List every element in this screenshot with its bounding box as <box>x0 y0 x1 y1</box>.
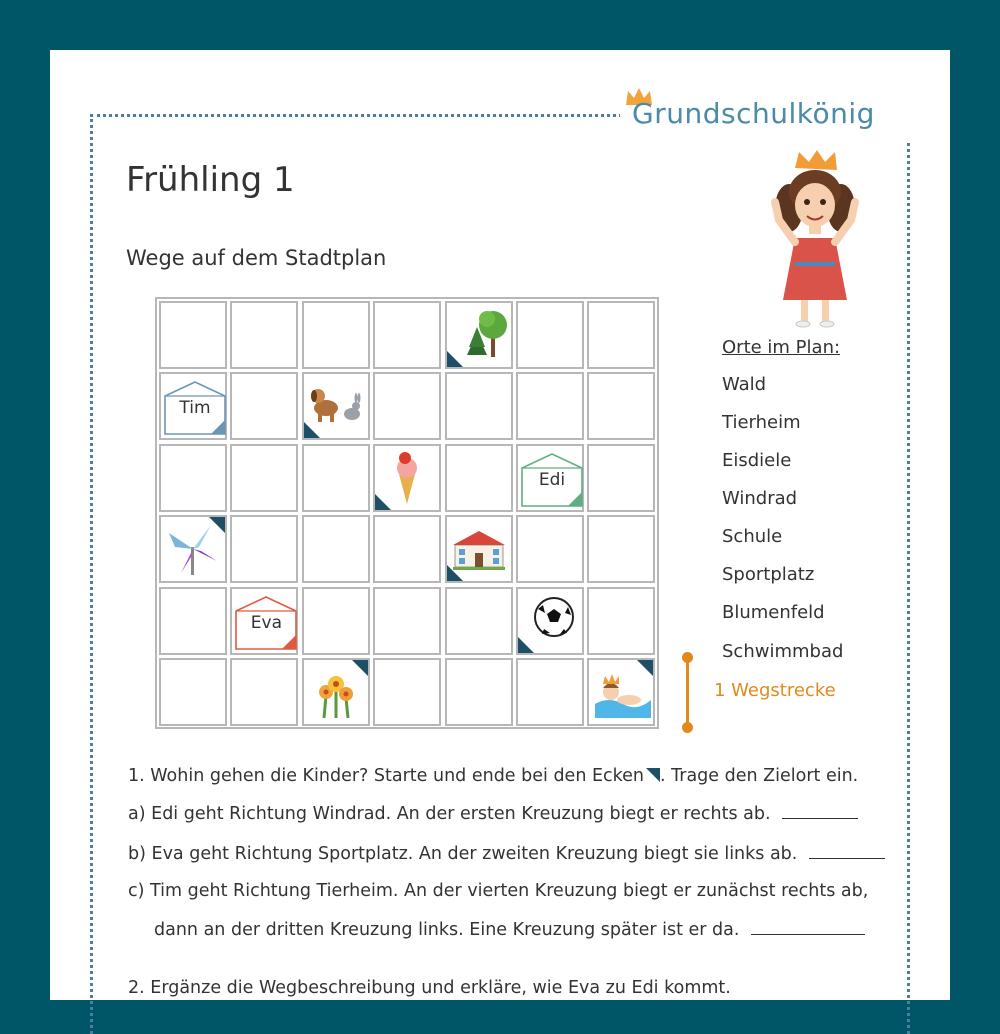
legend-item-wald: Wald <box>722 374 767 395</box>
map-cell <box>230 301 298 369</box>
map-cell <box>302 301 370 369</box>
house-edi <box>520 450 584 514</box>
page-subtitle: Wege auf dem Stadtplan <box>126 246 387 270</box>
map-cell <box>516 372 584 440</box>
map-cell <box>445 515 513 583</box>
start-corner-marker <box>518 637 534 653</box>
worksheet <box>50 50 950 1000</box>
task-c-text: Tim geht Richtung Tierheim. An der vierten Kreuzung biegt er zunächst rechts ab, <box>150 881 869 901</box>
task-a <box>128 804 858 824</box>
city-map-grid <box>155 297 659 729</box>
legend-item-schwimmbad: Schwimmbad <box>722 641 844 662</box>
map-cell <box>587 301 655 369</box>
map-cell <box>373 587 441 655</box>
map-cell <box>373 372 441 440</box>
house-owner-name: Tim <box>179 398 211 419</box>
map-cell <box>230 587 298 655</box>
map-cell <box>516 301 584 369</box>
task-2-text: Ergänze die Wegbeschreibung und erkläre, wie Eva zu Edi kommt. <box>150 978 731 998</box>
house-owner-name: Edi <box>538 469 566 490</box>
brand-logo <box>620 95 920 140</box>
legend-item-tierheim: Tierheim <box>722 412 801 433</box>
map-cell <box>302 444 370 512</box>
legend-heading: Orte im Plan: <box>722 337 841 358</box>
task-c-line2 <box>154 920 865 940</box>
task-b-text: Eva geht Richtung Sportplatz. An der zweiten Kreuzung biegt sie links ab. <box>151 844 798 864</box>
map-cell <box>373 444 441 512</box>
start-corner-marker <box>637 660 653 676</box>
house-owner-name: Eva <box>250 612 282 633</box>
task-2 <box>128 978 731 998</box>
task-1 <box>128 766 858 786</box>
map-cell <box>159 515 227 583</box>
map-cell <box>159 658 227 726</box>
map-cell <box>159 444 227 512</box>
task-b-label: b) <box>128 844 146 864</box>
map-cell <box>230 515 298 583</box>
task-1-suffix: . Trage den Zielort ein. <box>660 766 859 786</box>
map-cell <box>445 444 513 512</box>
map-cell <box>516 587 584 655</box>
brand-name: Grundschulkönig <box>632 97 875 130</box>
map-cell <box>373 658 441 726</box>
map-cell <box>587 515 655 583</box>
map-cell <box>373 301 441 369</box>
legend-item-windrad: Windrad <box>722 488 798 509</box>
task-a-text: Edi geht Richtung Windrad. An der ersten Kreuzung biegt er rechts ab. <box>151 804 771 824</box>
map-cell <box>587 587 655 655</box>
map-cell <box>373 515 441 583</box>
way-segment-line <box>686 656 689 728</box>
house-tim <box>163 378 227 442</box>
start-corner-marker <box>447 351 463 367</box>
legend-item-eisdiele: Eisdiele <box>722 450 792 471</box>
map-cell <box>159 372 227 440</box>
map-cell <box>230 444 298 512</box>
map-cell <box>302 587 370 655</box>
start-corner-marker <box>352 660 368 676</box>
page-title: Frühling 1 <box>126 160 295 200</box>
map-cell <box>445 658 513 726</box>
legend-item-schule: Schule <box>722 526 783 547</box>
task-b <box>128 844 885 864</box>
answer-blank-a[interactable] <box>782 806 858 819</box>
task-a-label: a) <box>128 804 146 824</box>
start-corner-marker <box>447 565 463 581</box>
legend-item-blumenfeld: Blumenfeld <box>722 602 825 623</box>
start-corner-marker <box>209 517 225 533</box>
map-cell <box>159 301 227 369</box>
map-cell <box>516 515 584 583</box>
task-c-text2: dann an der dritten Kreuzung links. Eine Kreuzung später ist er da. <box>154 920 740 940</box>
map-cell <box>230 658 298 726</box>
task-2-number: 2. <box>128 978 145 998</box>
corner-marker-icon <box>646 768 660 782</box>
map-cell <box>587 658 655 726</box>
house-eva <box>234 593 298 657</box>
map-cell <box>302 515 370 583</box>
task-1-text: Wohin gehen die Kinder? Starte und ende bei den Ecken <box>150 766 645 786</box>
task-1-number: 1. <box>128 766 145 786</box>
map-cell <box>302 658 370 726</box>
way-end-dot <box>682 722 693 733</box>
map-cell <box>302 372 370 440</box>
start-corner-marker <box>375 494 391 510</box>
task-c <box>128 881 868 901</box>
map-cell <box>445 372 513 440</box>
map-cell <box>587 444 655 512</box>
girl-with-crown-icon <box>765 150 865 330</box>
answer-blank-c[interactable] <box>751 922 865 935</box>
map-cell <box>159 587 227 655</box>
start-corner-marker <box>304 422 320 438</box>
map-cell <box>230 372 298 440</box>
map-cell <box>516 658 584 726</box>
map-cell <box>445 587 513 655</box>
map-cell <box>445 301 513 369</box>
task-c-label: c) <box>128 881 145 901</box>
map-cell <box>587 372 655 440</box>
legend-way-label: 1 Wegstrecke <box>714 680 836 701</box>
legend-item-sportplatz: Sportplatz <box>722 564 815 585</box>
map-cell <box>516 444 584 512</box>
answer-blank-b[interactable] <box>809 846 885 859</box>
